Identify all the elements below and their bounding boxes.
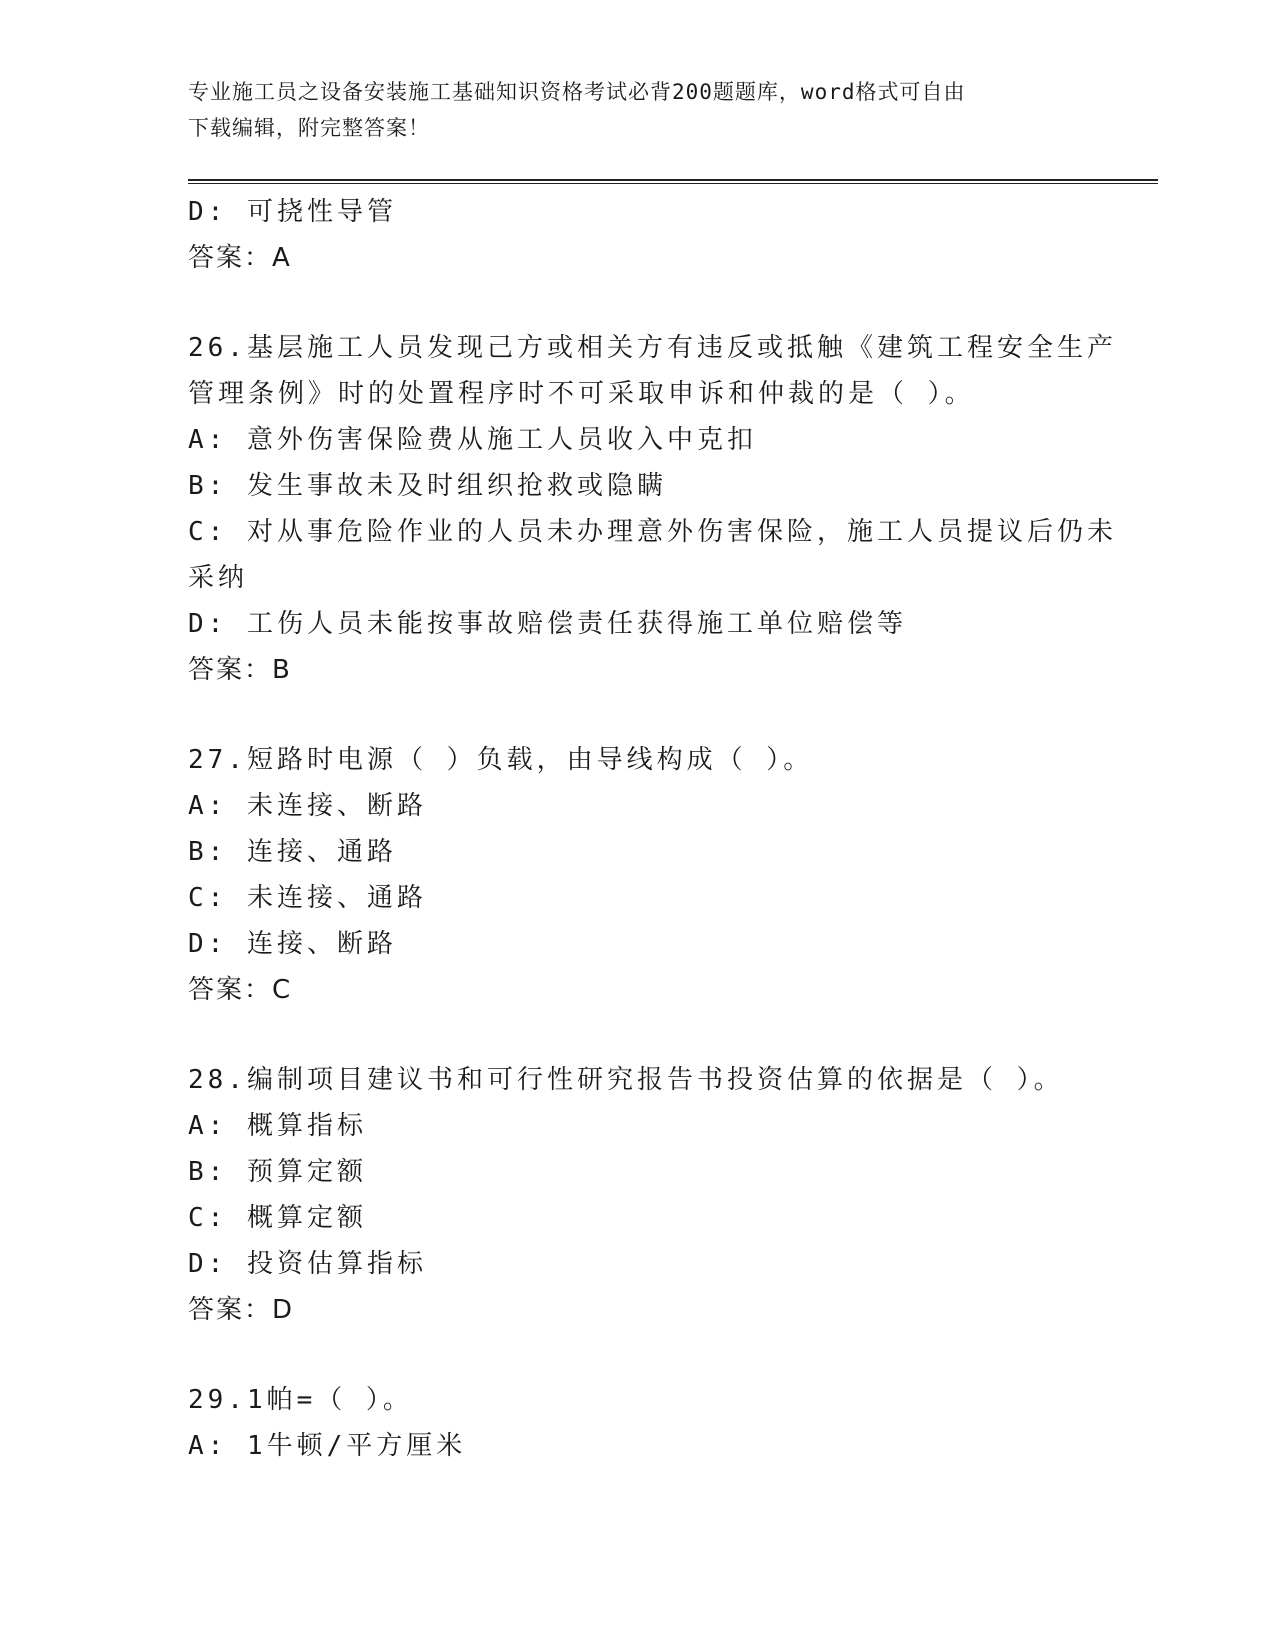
question-26 [188,325,1117,693]
option-a: A: 1牛顿/平方厘米 [188,1431,467,1461]
option-d: D: 连接、断路 [188,929,397,959]
document-body [188,189,1117,1469]
question-29 [188,1377,1088,1469]
question-text: 27.短路时电源（ ）负载，由导线构成（ ）。 [188,745,814,775]
option-c: C: 概算定额 [188,1203,367,1233]
answer-line: 答案：D [188,1295,295,1325]
option-c: C: 对从事危险作业的人员未办理意外伤害保险，施工人员提议后仍未 [188,517,1117,547]
question-text: 28.编制项目建议书和可行性研究报告书投资估算的依据是（ ）。 [188,1065,1064,1095]
spacer [188,281,1088,325]
answer-line: 答案：B [188,655,292,685]
question-text-continued: 管理条例》时的处置程序时不可采取申诉和仲裁的是（ ）。 [188,379,975,409]
spacer [188,693,1088,737]
spacer [188,1333,1088,1377]
option-c-continued: 采纳 [188,563,249,593]
question-27 [188,737,1088,1013]
option-c: C: 未连接、通路 [188,883,427,913]
header-divider [188,179,1158,184]
question-text: 26.基层施工人员发现己方或相关方有违反或抵触《建筑工程安全生产 [188,333,1117,363]
question-25-tail [188,189,1088,281]
answer-line: 答案：A [188,243,292,273]
option-b: B: 发生事故未及时组织抢救或隐瞒 [188,471,667,501]
option-a: A: 意外伤害保险费从施工人员收入中克扣 [188,425,757,455]
option-a: A: 未连接、断路 [188,791,427,821]
answer-line: 答案：C [188,975,293,1005]
option-d: D: 投资估算指标 [188,1249,427,1279]
option-a: A: 概算指标 [188,1111,367,1141]
spacer [188,1013,1088,1057]
option-b: B: 预算定额 [188,1157,367,1187]
option-b: B: 连接、通路 [188,837,397,867]
option-d: D: 工伤人员未能按事故赔偿责任获得施工单位赔偿等 [188,609,907,639]
document-header [188,74,1088,146]
option-d: D: 可挠性导管 [188,197,397,227]
question-28 [188,1057,1088,1333]
header-line-2: 下载编辑，附完整答案！ [188,116,430,140]
question-text: 29.1帕=（ ）。 [188,1385,413,1415]
header-line-1: 专业施工员之设备安装施工基础知识资格考试必背200题题库，word格式可自由 [188,80,966,104]
